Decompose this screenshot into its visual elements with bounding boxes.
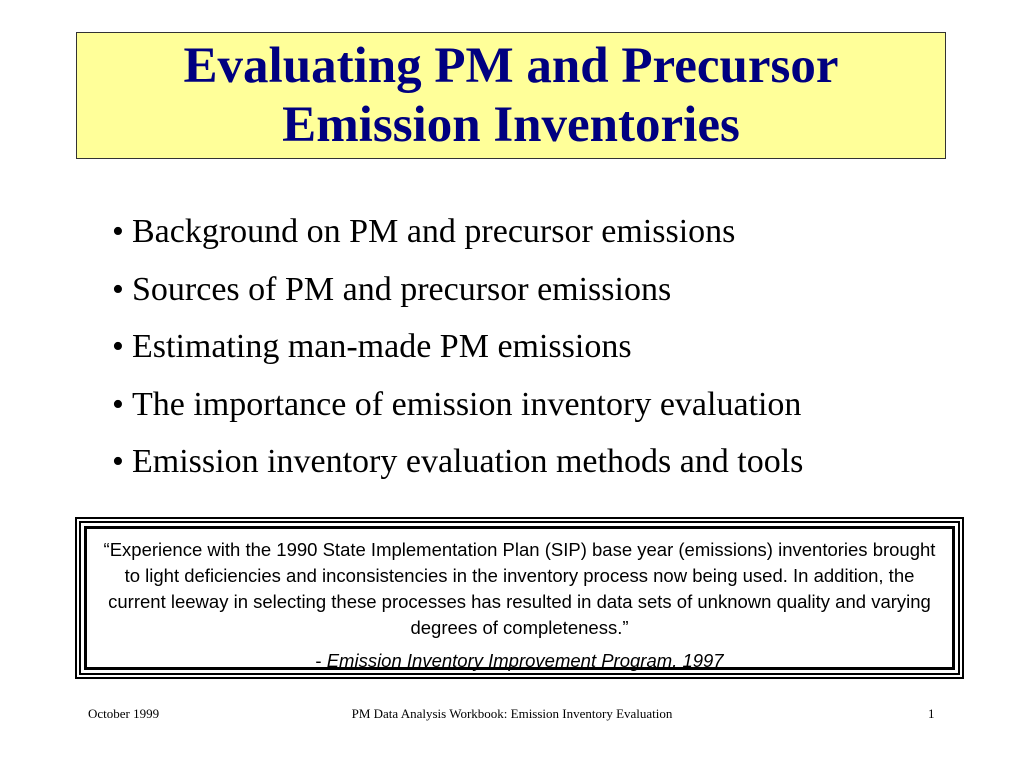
bullet-text: Estimating man-made PM emissions	[132, 328, 632, 365]
bullet-marker: •	[112, 443, 124, 480]
bullet-marker: •	[112, 270, 124, 308]
bullet-item	[112, 376, 972, 434]
footer-date: October 1999	[88, 706, 160, 721]
quote-inner-frame	[84, 526, 955, 670]
slide-title-line-1: Evaluating PM and Precursor	[183, 37, 839, 94]
quote-text: “Experience with the 1990 State Implementation Plan (SIP) base year (emissions) inventories brought to light deficiencies and inconsistencies in the inventory process now being used. In addition, the current leeway in selecting these processes has resulted in data sets of unknown quality and varying degrees of completeness.”	[103, 539, 936, 638]
bullet-list	[112, 203, 972, 491]
quote-source-prefix: -	[315, 650, 327, 671]
bullet-text: Sources of PM and precursor emissions	[132, 270, 672, 308]
title-box	[76, 32, 946, 159]
bullet-text: Emission inventory evaluation methods and tools	[132, 443, 804, 480]
footer-page-number: 1	[928, 706, 935, 721]
bullet-marker: •	[112, 213, 124, 250]
bullet-marker: •	[112, 385, 124, 423]
quote-source	[101, 649, 938, 673]
bullet-text: Background on PM and precursor emissions	[132, 213, 736, 250]
quote-box	[75, 517, 964, 679]
bullet-marker: •	[112, 328, 124, 365]
footer-title: PM Data Analysis Workbook: Emission Inventory Evaluation	[351, 706, 673, 721]
slide-title-line-2: Emission Inventories	[282, 96, 740, 153]
bullet-text: The importance of emission inventory evaluation	[132, 385, 802, 423]
bullet-item	[112, 318, 972, 376]
bullet-item	[112, 433, 972, 491]
bullet-item	[112, 261, 972, 319]
quote-source-title: Emission Inventory Improvement Program, 1997	[326, 650, 724, 671]
bullet-item	[112, 203, 972, 261]
